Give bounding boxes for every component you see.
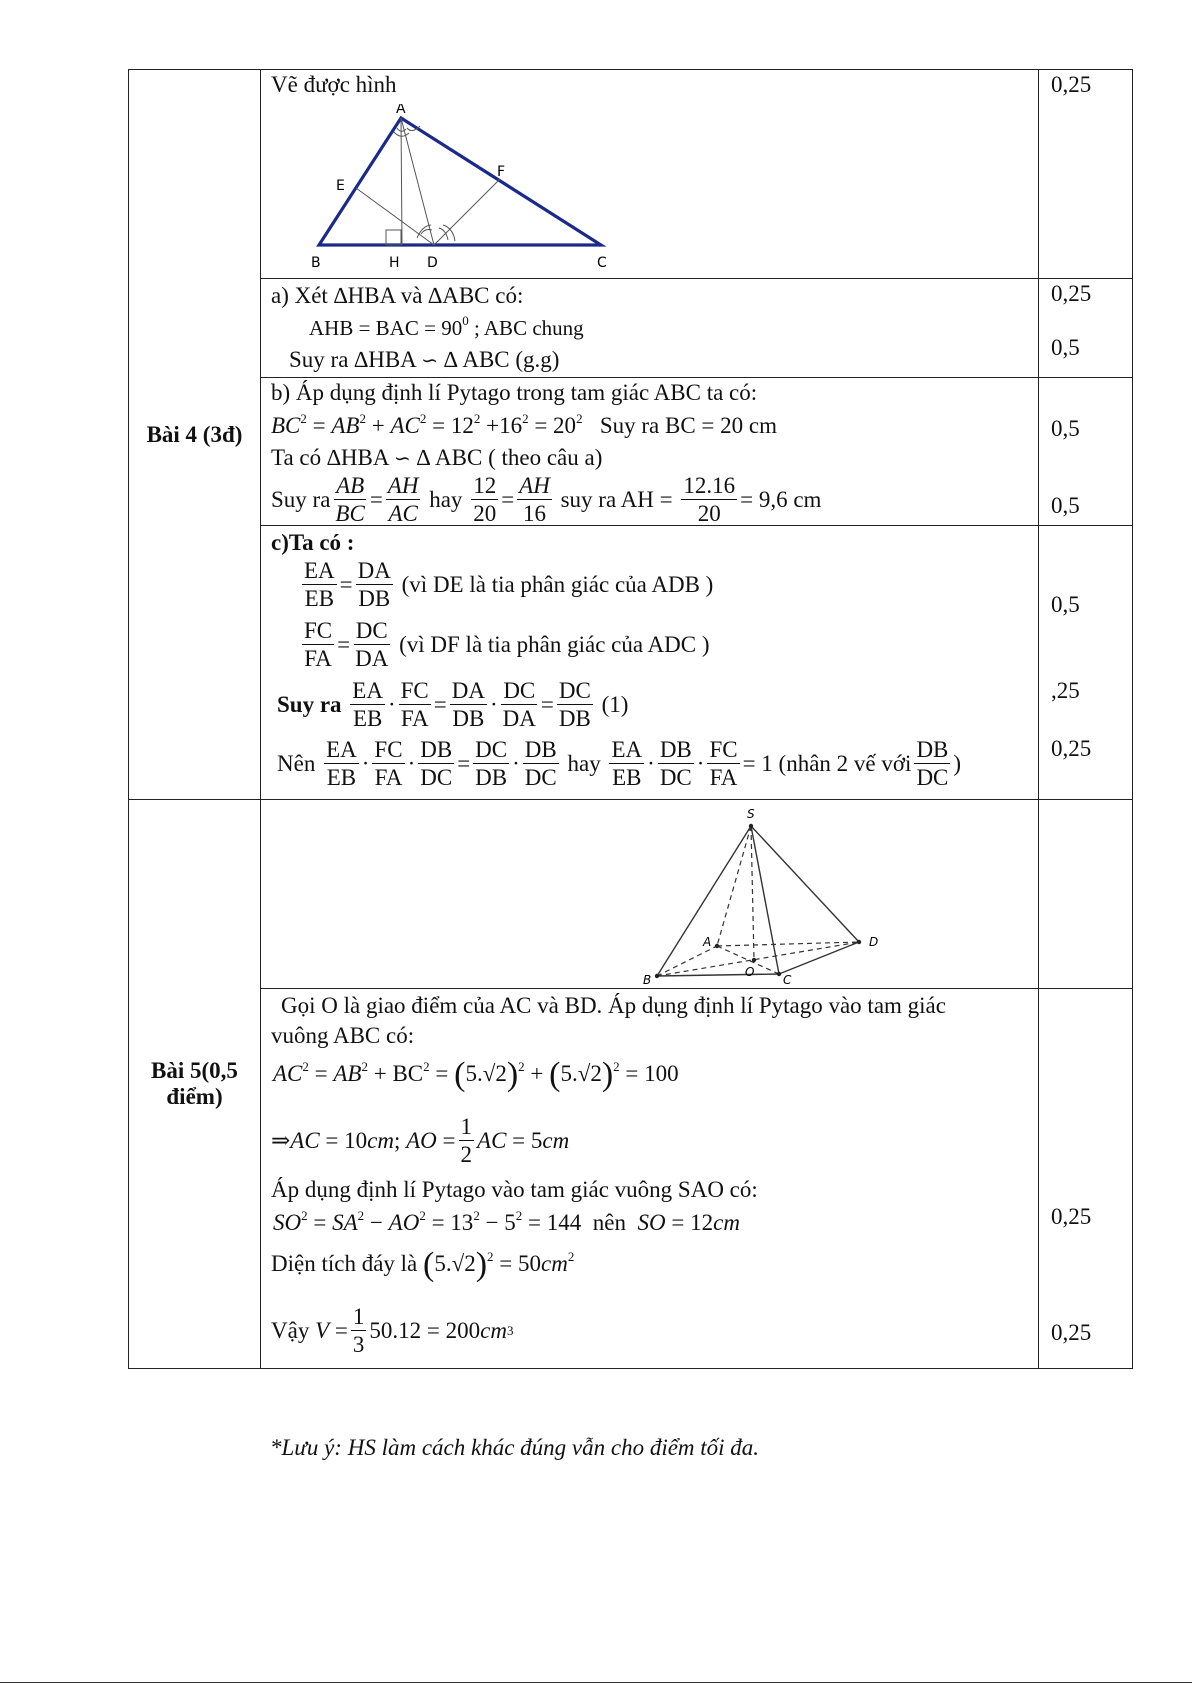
fraction: $\frac{FC}{FA}$ — [374, 737, 403, 790]
fraction: $\frac{DB}{DC}$ — [916, 737, 949, 790]
bai5-line2: vuông ABC có: — [271, 1023, 415, 1048]
score-cell — [1039, 279, 1133, 378]
bai4-part-a — [261, 279, 1039, 378]
part-c-row4: Nên $\frac{EA}{EB}$ · $\frac{FC}{FA}$ · $\frac{DB}{DC}$ = $\frac{DC}{DB}$ · $\frac{DB}{DC}$ hay $\frac{EA}{EB}$ · $\frac{DB}{DC}$ · $\frac{FC}{FA}$ = 1 (nhân 2 vế với $\frac{DB}{DC}$ ) — [277, 737, 962, 790]
b-ah-result: = 9,6 cm — [740, 486, 822, 512]
bai5-figure-cell — [261, 800, 1039, 989]
point-a5-label: A — [703, 935, 712, 949]
pyramid-figure — [629, 804, 889, 984]
fraction: $\frac{DC}{DB}$ — [558, 678, 591, 731]
similar-symbol: ∽ — [393, 446, 411, 470]
point-e-label: E — [336, 178, 345, 194]
fraction: $\frac{DC}{DB}$ — [475, 737, 508, 790]
part-c-title: c)Ta có : — [271, 530, 355, 555]
point-s-label: S — [747, 807, 755, 821]
bai5-line6: $SO^2 = SA^2 - AO^2 = 13^2 - 5^2 = 144$ nên SO = 12cm — [273, 1208, 740, 1235]
bottom-divider — [0, 1682, 1192, 1683]
c-nen: Nên — [277, 750, 316, 776]
b-suyra: Suy ra — [271, 486, 331, 512]
bai5-line5: Áp dụng định lí Pytago vào tam giác vuông SAO có: — [271, 1177, 758, 1202]
figure-caption: Vẽ được hình — [271, 72, 397, 97]
b-theocau: ∆ ABC ( theo câu a) — [416, 445, 603, 470]
score-c1: 0,5 — [1051, 592, 1080, 617]
score-cell — [1039, 526, 1133, 800]
point-o-label: O — [745, 965, 755, 979]
angle-equation: AHB = BAC = 90 — [309, 316, 463, 340]
bai4-part-c — [261, 526, 1039, 800]
nen: nên — [592, 1210, 626, 1235]
part-c-row1: $\frac{EA}{EB}$ = $\frac{DA}{DB}$ (vì DE là tia phân giác của ADB ) — [304, 558, 714, 611]
fraction: $\frac{FC}{FA}$ — [709, 737, 738, 790]
score-b2: 0,5 — [1051, 493, 1080, 518]
fraction: $\frac{DC}{DA}$ — [355, 618, 389, 671]
score-cell — [1039, 800, 1133, 989]
fraction: $\frac{AH}{AC}$ — [387, 473, 419, 526]
common-angle: ; ABC chung — [468, 316, 584, 340]
bai5-line3: $AC^2 = AB^2 + BC^2 = (5.√2)^2 + (5.√2)^2 = 100$ — [273, 1056, 679, 1093]
part-b-line1: b) Áp dụng định lí Pytago trong tam giác ABC ta có: — [271, 380, 758, 405]
b-suyra-ah: suy ra AH = — [560, 486, 673, 512]
point-a-label: A — [396, 104, 406, 117]
point-h-label: H — [389, 255, 400, 271]
grading-table — [128, 69, 1133, 1369]
point-b-label: B — [311, 255, 321, 271]
point-d5-label: D — [869, 935, 879, 949]
fraction: $\frac{AH}{16}$ — [519, 473, 550, 526]
fraction: $\frac{EA}{EB}$ — [352, 678, 383, 731]
score-a1: 0,25 — [1051, 281, 1092, 306]
fraction: $\frac{EA}{EB}$ — [326, 737, 357, 790]
score-cell — [1039, 378, 1133, 526]
part-c-row3: Suy ra $\frac{EA}{EB}$ · $\frac{FC}{FA}$ = $\frac{DA}{DB}$ · $\frac{DC}{DA}$ = $\frac{DC}{DB}$ (1) — [277, 678, 629, 731]
conclusion-pre: Suy ra ∆HBA — [289, 347, 416, 372]
c-hay: hay — [567, 750, 601, 776]
score-c3: 0,25 — [1051, 736, 1092, 761]
score-figure: 0,25 — [1051, 72, 1092, 97]
part-b-line3 — [271, 445, 602, 471]
score-c2: ,25 — [1051, 678, 1080, 703]
score-cell — [1039, 989, 1133, 1369]
bai5-label: Bài 5(0,5 điểm) — [129, 800, 261, 1369]
point-d-label: D — [427, 255, 438, 271]
fraction: $\frac{DA}{DB}$ — [357, 558, 391, 611]
fraction: $\frac{DB}{DC}$ — [524, 737, 557, 790]
b-taco: Ta có ∆HBA — [271, 445, 389, 470]
bai4-figure-cell — [261, 70, 1039, 279]
fraction: $\frac{DA}{DB}$ — [451, 678, 485, 731]
fraction: $\frac{EA}{EB}$ — [611, 737, 643, 790]
c-tag: (1) — [601, 691, 629, 717]
bai4-label: Bài 4 (3đ) — [129, 70, 261, 800]
fraction: $\frac{FC}{FA}$ — [400, 678, 429, 731]
score-a2: 0,5 — [1051, 335, 1080, 360]
footnote: *Lưu ý: HS làm cách khác đúng vẫn cho điểm tối đa. — [270, 1435, 760, 1460]
fraction: $\frac{FC}{FA}$ — [304, 618, 333, 671]
score-cell — [1039, 70, 1133, 279]
part-a-line1: a) Xét ∆HBA và ∆ABC có: — [271, 283, 524, 308]
part-b-line4: Suy ra $\frac{AB}{BC}$ = $\frac{AH}{AC}$ hay $\frac{12}{20}$ = $\frac{AH}{16}$ suy ra AH = $\frac{12.16}{20}$ = 9,6 cm — [271, 473, 822, 526]
similar-symbol: ∽ — [421, 348, 439, 372]
part-a-line2 — [309, 315, 584, 341]
point-b5-label: B — [643, 973, 652, 984]
vay: Vậy — [271, 1317, 310, 1343]
b-result: Suy ra BC = 20 cm — [599, 413, 777, 438]
c-close: ) — [953, 750, 962, 776]
c-note2: (vì DF là tia phân giác của ADC ) — [399, 631, 710, 657]
bai5-line4: ⇒ AC = 10 cm ; AO = $\frac{1}{2}$ AC = 5 cm — [271, 1114, 570, 1167]
point-c5-label: C — [783, 973, 792, 984]
score-5b: 0,25 — [1051, 1320, 1092, 1345]
point-f-label: F — [497, 164, 506, 180]
bai5-line8: Vậy V = $\frac{1}{3}$ 50.12 = 200 cm 3 — [271, 1304, 514, 1357]
fraction: $\frac{DB}{DC}$ — [420, 737, 453, 790]
b-hay: hay — [429, 486, 463, 512]
part-a-line3 — [289, 347, 559, 373]
c-tail: = 1 (nhân 2 vế với — [742, 750, 912, 776]
part-b-line2: $BC^2 = AB^2 + AC^2 = 12^2 +16^2 = 20^2$ Suy ra BC = 20 cm — [271, 411, 777, 438]
fraction: $\frac{DC}{DA}$ — [502, 678, 536, 731]
conclusion-post: ∆ ABC (g.g) — [443, 347, 560, 372]
fraction: $\frac{1}{3}$ — [352, 1304, 365, 1357]
fraction: $\frac{12}{20}$ — [473, 473, 497, 526]
score-b1: 0,5 — [1051, 416, 1080, 441]
degree-exponent: 0 — [462, 313, 469, 328]
implies-arrow: ⇒ — [271, 1127, 291, 1153]
c-suyra: Suy ra — [277, 691, 342, 717]
area-label: Diện tích đáy là — [271, 1251, 418, 1276]
score-5a: 0,25 — [1051, 1204, 1092, 1229]
fraction: $\frac{DB}{DC}$ — [659, 737, 692, 790]
bai5-solution — [261, 989, 1039, 1369]
point-c-label: C — [597, 255, 607, 271]
bai4-part-b — [261, 378, 1039, 526]
part-c-row2: $\frac{FC}{FA}$ = $\frac{DC}{DA}$ (vì DF là tia phân giác của ADC ) — [304, 618, 710, 671]
fraction: $\frac{EA}{EB}$ — [304, 558, 335, 611]
fraction: $\frac{AB}{BC}$ — [335, 473, 365, 526]
ac-square-result: = 100 — [625, 1061, 679, 1086]
c-note1: (vì DE là tia phân giác của ADB ) — [401, 571, 714, 597]
triangle-figure — [299, 104, 659, 274]
bai5-line1: Gọi O là giao điểm của AC và BD. Áp dụng định lí Pytago vào tam giác — [281, 993, 946, 1018]
fraction: $\frac{12.16}{20}$ — [683, 473, 736, 526]
fraction: $\frac{1}{2}$ — [460, 1114, 473, 1167]
bai5-line7: Diện tích đáy là $(5.√2)^2 = 50cm^2$ — [271, 1246, 575, 1283]
b-twelve: = 12 — [432, 413, 474, 438]
b-twenty: = 20 — [534, 413, 577, 438]
